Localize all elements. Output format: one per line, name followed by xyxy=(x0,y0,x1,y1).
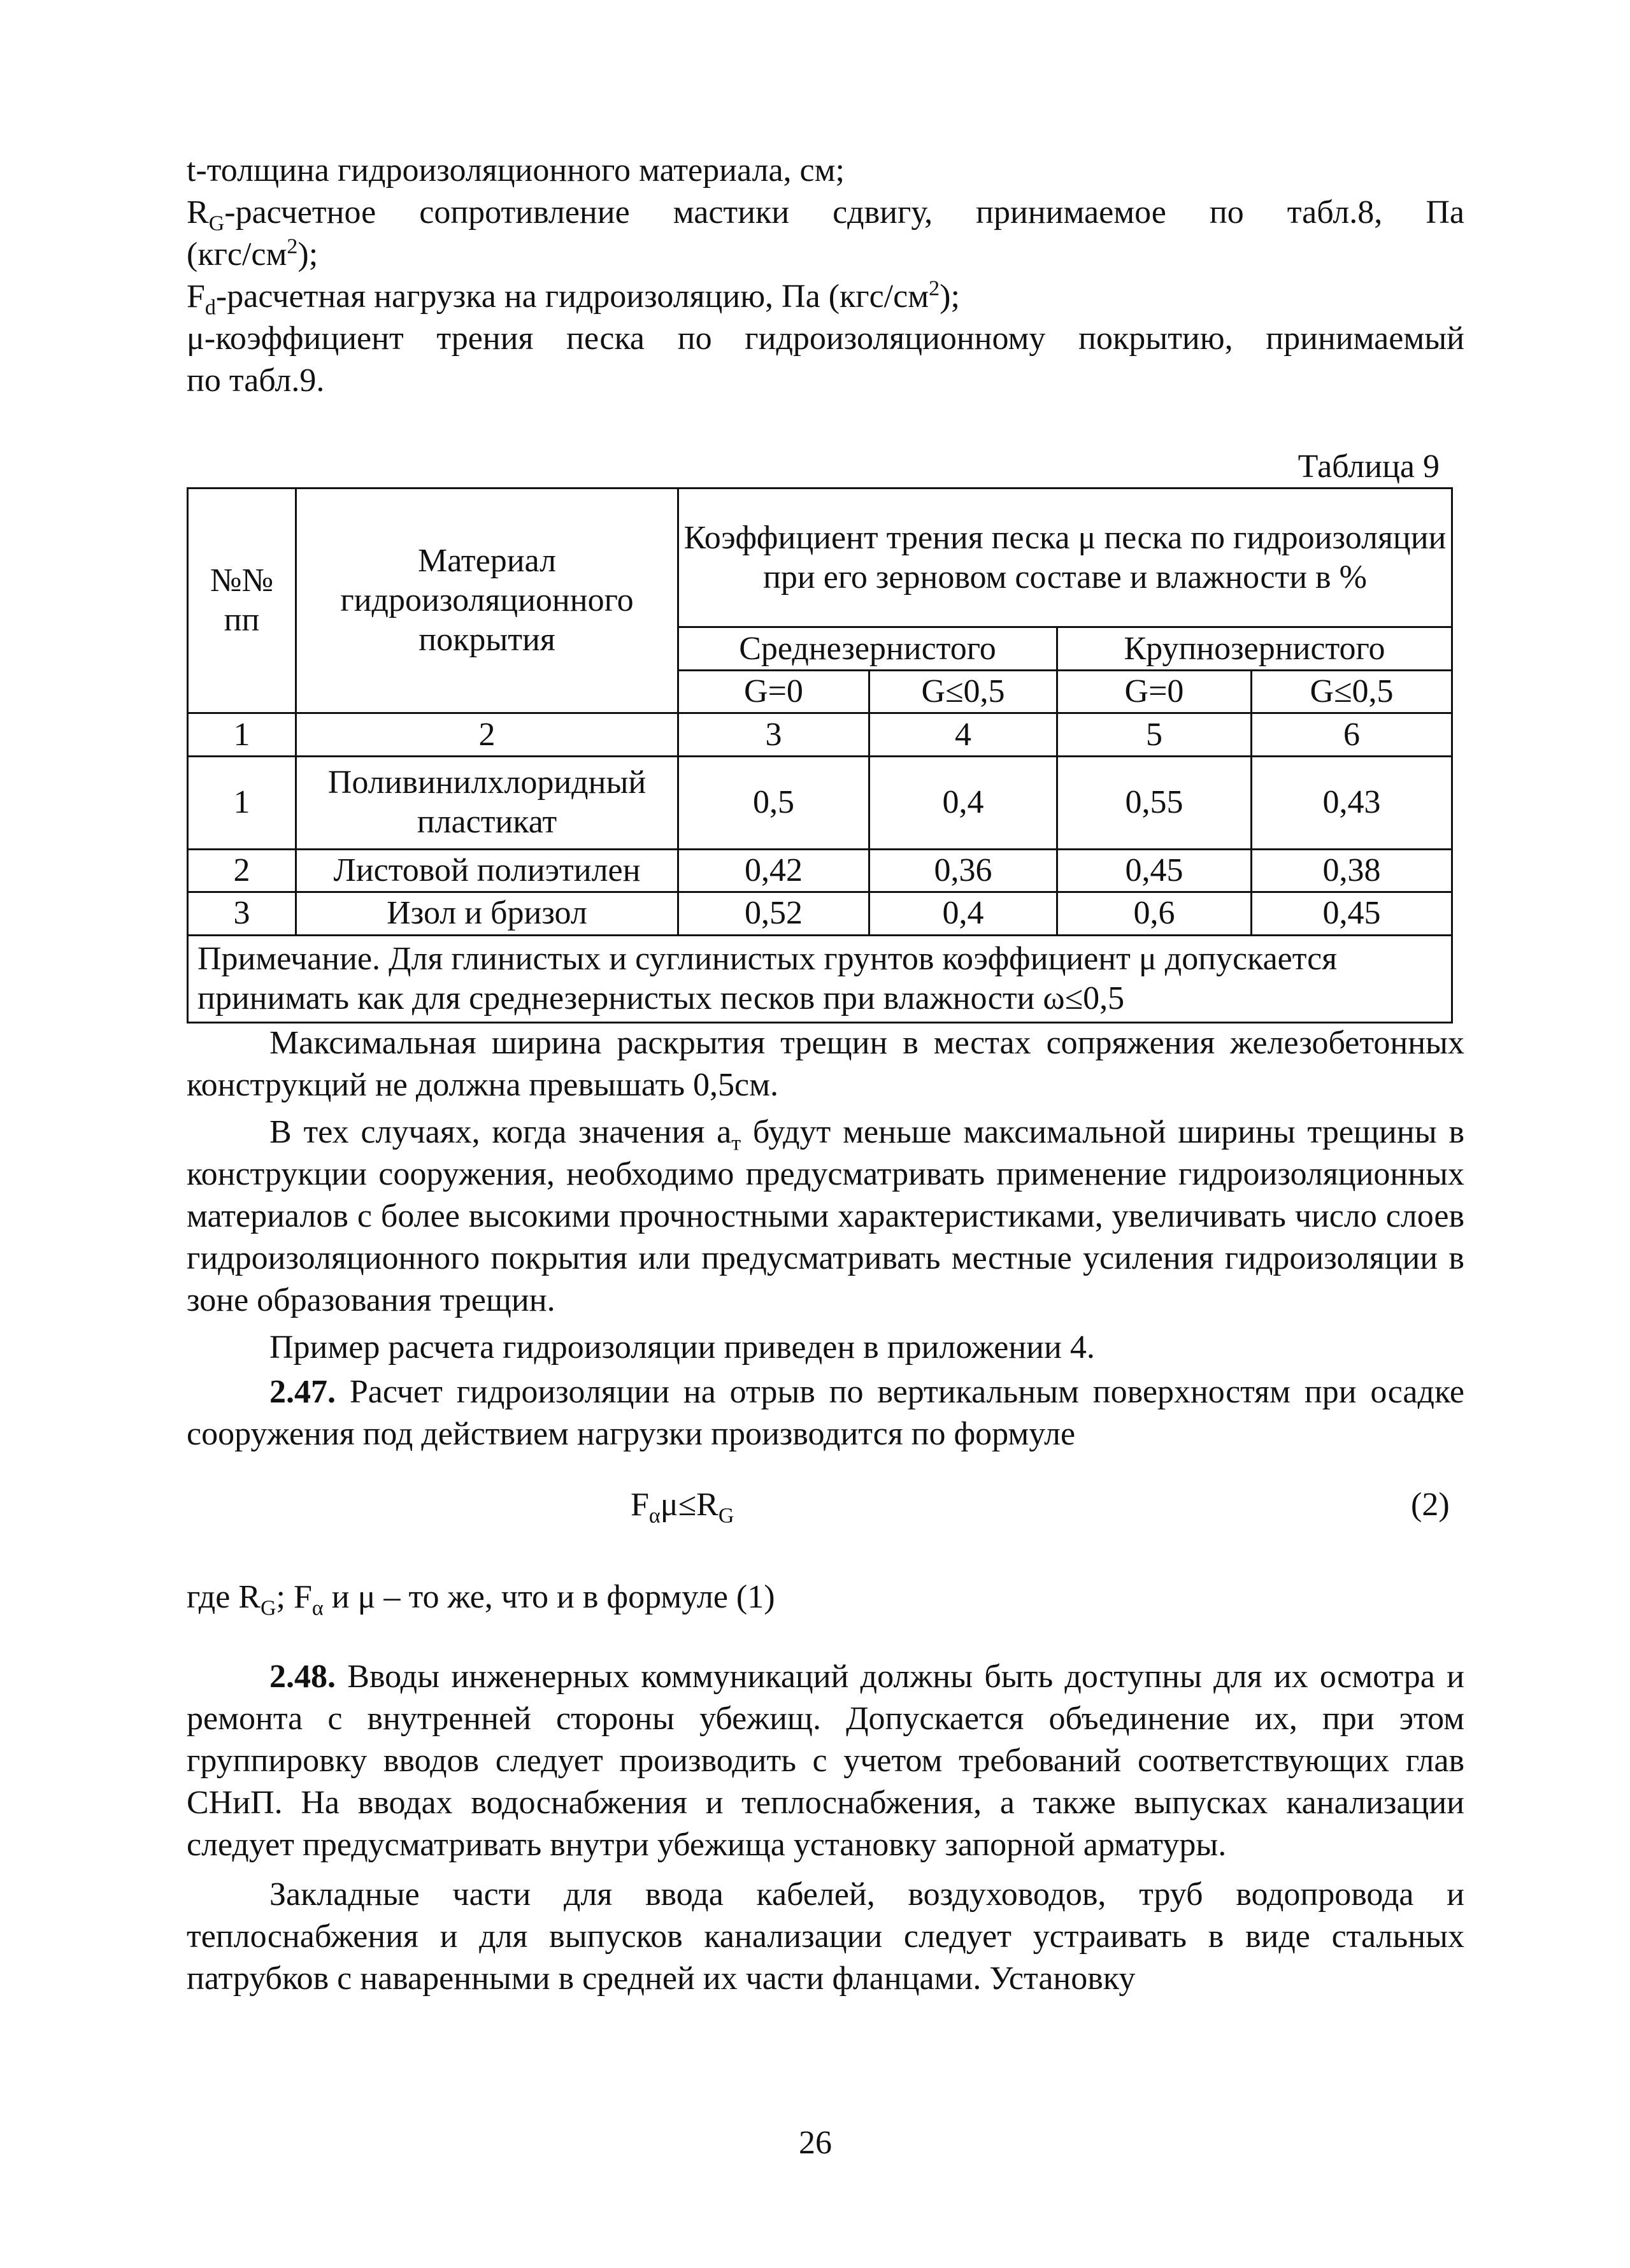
cell-value: 0,4 xyxy=(869,757,1057,850)
colnum: 5 xyxy=(1057,713,1252,757)
cell-value: 0,45 xyxy=(1252,892,1452,936)
head-material: Материал гидроизоляционного покрытия xyxy=(296,489,678,713)
head-medium-sand: Среднезернистого xyxy=(678,627,1057,671)
table-row xyxy=(188,849,1452,892)
cell-material: Поливинилхлоридный пластикат xyxy=(296,757,678,850)
cell-no: 1 xyxy=(188,757,296,850)
paragraph-example: Пример расчета гидроизоляции приведен в приложении 4. xyxy=(269,1329,1095,1366)
table-caption: Таблица 9 xyxy=(1298,448,1440,485)
formula: $F_\alpha\mu\le R_G$ xyxy=(631,1487,734,1528)
colnum: 6 xyxy=(1252,713,1452,757)
def-fd: $F_d$-расчетная нагрузка на гидроизоляцию, Па $(кгс/см^2)$; xyxy=(187,276,960,320)
def-t: t-толщина гидроизоляционного материала, см; xyxy=(187,152,845,189)
colnum: 2 xyxy=(296,713,678,757)
paragraph-embedded-parts: Закладные части для ввода кабелей, воздуховодов, труб водопровода и теплоснабжения и для выпусков канализации следует устраивать в виде стальных патрубков с наваренными в средней их части фланцами. Установку xyxy=(187,1876,1464,1997)
definitions-block xyxy=(187,150,1464,402)
def-rg-line1: $R_G$-расчетное сопротивление мастики сдвигу, принимаемое по табл.8, Па xyxy=(187,194,1464,236)
cell-value: 0,55 xyxy=(1057,757,1252,850)
def-mu-line2: по табл.9. xyxy=(187,362,325,399)
body-text xyxy=(187,1022,1464,1455)
head-coarse-sand: Крупнозернистого xyxy=(1057,627,1452,671)
column-number-row xyxy=(188,713,1452,757)
head-g4: G≤0,5 xyxy=(1252,670,1452,713)
cell-value: 0,52 xyxy=(678,892,869,936)
cell-material: Изол и бризол xyxy=(296,892,678,936)
formula-number: (2) xyxy=(1411,1487,1450,1523)
cell-no: 2 xyxy=(188,849,296,892)
def-mu-line1: μ-коэффициент трения песка по гидроизоляционному покрытию, принимаемый xyxy=(187,320,1464,357)
def-rg-line2: $(кгс/см^2)$; xyxy=(187,234,318,273)
cell-value: 0,43 xyxy=(1252,757,1452,850)
cell-no: 3 xyxy=(188,892,296,936)
head-coefficient: Коэффициент трения песка μ песка по гидроизоляции при его зерновом составе и влажности в % xyxy=(678,489,1452,627)
cell-material: Листовой полиэтилен xyxy=(296,849,678,892)
paragraph-crack-width: Максимальная ширина раскрытия трещин в местах сопряжения железобетонных конструкций не должна превышать 0,5см. xyxy=(187,1025,1464,1103)
cell-value: 0,38 xyxy=(1252,849,1452,892)
table-note: Примечание. Для глинистых и суглинистых грунтов коэффициент μ допускается принимать как для среднезернистых песков при влажности ω≤0,5 xyxy=(188,935,1452,1022)
paragraph-crack-cases: В тех случаях, когда значения $a_т$ будут меньше максимальной ширины трещины в конструкции сооружения, необходимо предусматривать применение гидроизоляционных материалов с более высокими прочностными характеристиками, увеличивать число слоев гидроизоляционного покрытия или предусматривать местные усиления гидроизоляции в зоне образования трещин. xyxy=(187,1114,1465,1318)
friction-coefficient-table xyxy=(187,487,1453,1023)
colnum: 4 xyxy=(869,713,1057,757)
cell-value: 0,5 xyxy=(678,757,869,850)
head-g1: G=0 xyxy=(678,670,869,713)
colnum: 3 xyxy=(678,713,869,757)
cell-value: 0,6 xyxy=(1057,892,1252,936)
paragraph-2-48: 2.48. Вводы инженерных коммуникаций должны быть доступны для их осмотра и ремонта с внутренней стороны убежищ. Допускается объединение их, при этом группировку вводов следует производить с учетом требований соответствующих глав СНиП. На вводах водоснабжения и теплоснабжения, а также выпусках канализации следует предусматривать внутри убежища установку запорной арматуры. xyxy=(187,1658,1464,1863)
cell-value: 0,42 xyxy=(678,849,869,892)
body-text-2 xyxy=(187,1656,1464,2000)
table-row xyxy=(188,892,1452,936)
cell-value: 0,45 xyxy=(1057,849,1252,892)
page-number: 26 xyxy=(799,2125,832,2161)
formula-where: где $R_G$; $F_\alpha$ и μ – то же, что и в формуле (1) xyxy=(187,1579,775,1620)
head-g3: G=0 xyxy=(1057,670,1252,713)
head-number: №№ пп xyxy=(188,489,296,713)
colnum: 1 xyxy=(188,713,296,757)
head-g2: G≤0,5 xyxy=(869,670,1057,713)
cell-value: 0,36 xyxy=(869,849,1057,892)
paragraph-2-47: 2.47. Расчет гидроизоляции на отрыв по вертикальным поверхностям при осадке сооружения под действием нагрузки производится по формуле xyxy=(187,1374,1464,1452)
cell-value: 0,4 xyxy=(869,892,1057,936)
table-row xyxy=(188,757,1452,850)
